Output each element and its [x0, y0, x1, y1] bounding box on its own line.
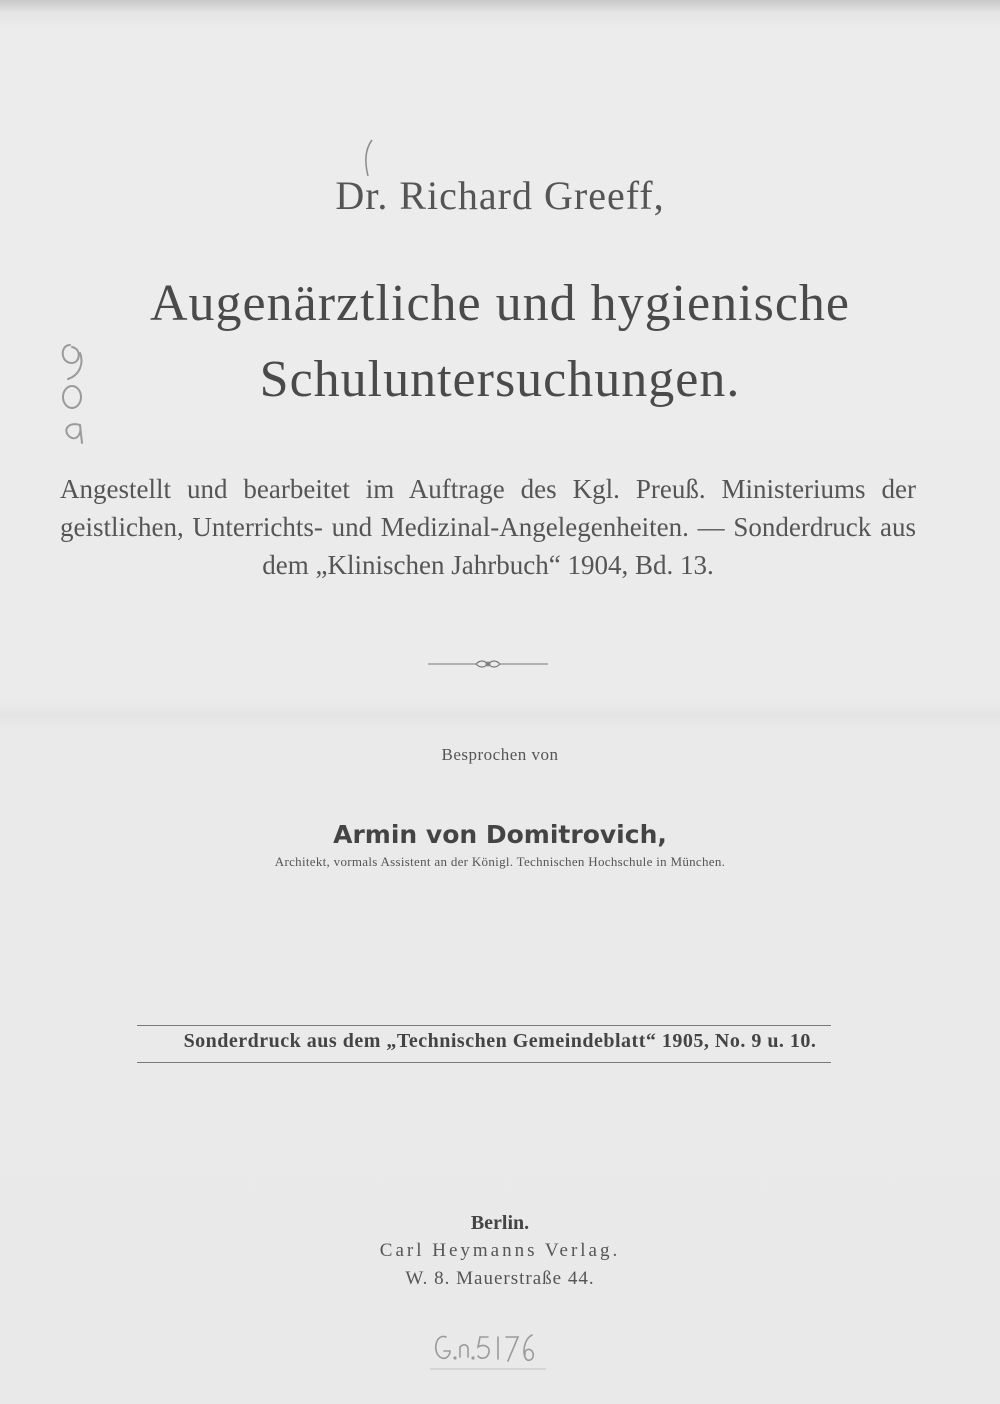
reviewer-name: Armin von Domitrovich,	[333, 820, 667, 849]
offprint-rule-bottom	[137, 1062, 831, 1063]
offprint-rule-top	[137, 1025, 831, 1026]
author-name: Dr. Richard Greeff,	[335, 173, 665, 218]
ornament-divider	[428, 656, 548, 672]
reviewed-by-label: Besprochen von	[441, 745, 559, 764]
imprint-city: Berlin.	[470, 1212, 530, 1234]
handwritten-shelf-mark	[428, 1325, 548, 1375]
imprint-address: W. 8. Mauerstraße 44.	[405, 1268, 595, 1289]
title-line-2: Schuluntersuchungen.	[259, 351, 741, 408]
handwritten-margin-mark	[50, 335, 130, 455]
page-top-edge	[0, 0, 1000, 14]
offprint-note: Sonderdruck aus dem „Technischen Gemeindeblatt“ 1905, No. 9 u. 10.	[183, 1030, 817, 1052]
reviewer-affiliation: Architekt, vormals Assistent an der Königl. Technischen Hochschule in München.	[274, 854, 726, 869]
imprint-publisher: Carl Heymanns Verlag.	[379, 1240, 621, 1261]
title-description: Angestellt und bearbeitet im Auftrage des Kgl. Preuß. Ministeriums der geistlichen, Unterrichts- und Medizinal-Angelegenheiten. — Sonderdruck aus dem „Klinischen Jahrbuch“ 1904, Bd. 13.	[60, 474, 916, 580]
title-line-1: Augenärztliche und hygienische	[150, 275, 850, 332]
